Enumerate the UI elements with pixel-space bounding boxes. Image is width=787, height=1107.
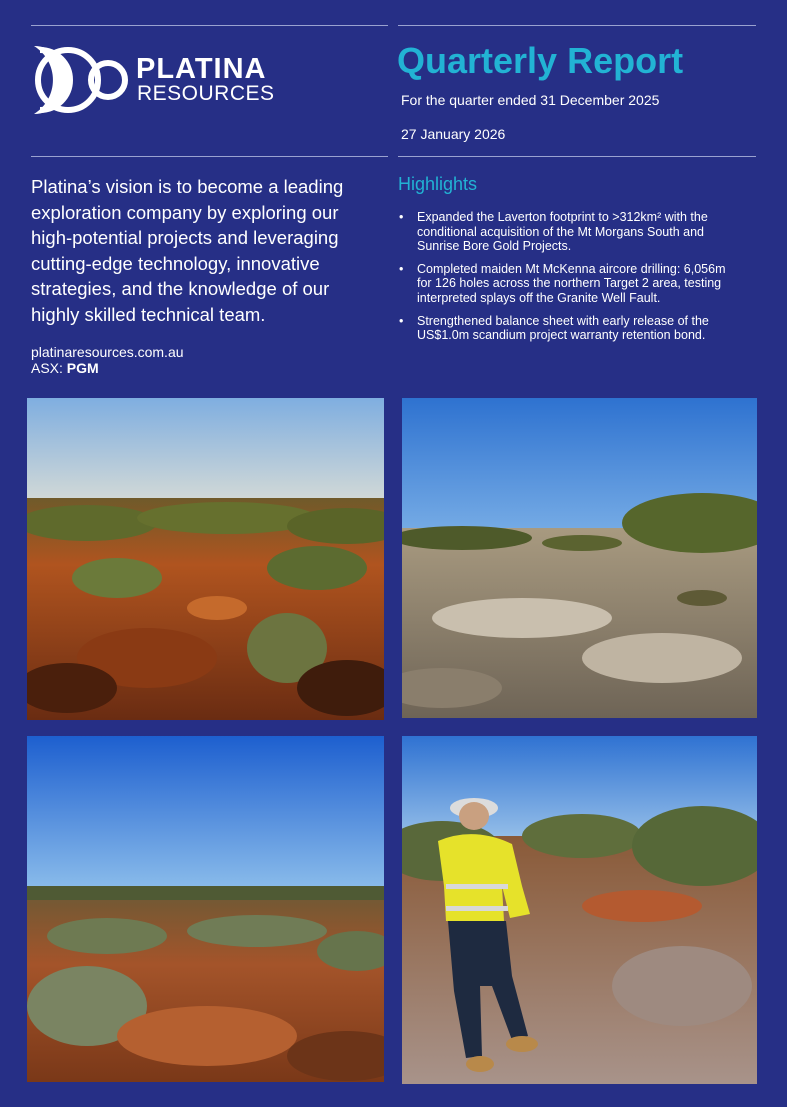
website-link[interactable]: platinaresources.com.au bbox=[31, 344, 184, 360]
bullet-icon: • bbox=[399, 313, 404, 328]
highlight-text: Expanded the Laverton footprint to >312km² with the conditional acquisition of the Mt Morgans South and Sunrise Bore Gold Projects. bbox=[417, 210, 708, 254]
highlight-item bbox=[398, 314, 743, 343]
mid-rule-right bbox=[398, 156, 756, 157]
logo-mark-icon bbox=[30, 44, 140, 116]
photo-red-scrubland bbox=[27, 398, 384, 720]
bullet-icon: • bbox=[399, 261, 404, 276]
vision-statement: Platina’s vision is to become a leading exploration company by exploring our high-potential projects and leveraging cutting-edge technology, innovative strategies, and the knowledge of our highly skilled technical team. bbox=[31, 176, 344, 325]
report-date: 27 January 2026 bbox=[401, 126, 506, 142]
highlights-list bbox=[398, 210, 743, 351]
report-title: Quarterly Report bbox=[397, 40, 684, 81]
highlight-text: Strengthened balance sheet with early release of the US$1.0m scandium project warranty retention bond. bbox=[417, 313, 709, 343]
asx-ticker: PGM bbox=[66, 360, 99, 376]
photo-gravel-plain bbox=[402, 398, 757, 718]
highlight-text: Completed maiden Mt McKenna aircore drilling: 6,056m for 126 holes across the northern Target 2 area, testing interpreted splays off the Granite Well Fault. bbox=[417, 261, 726, 305]
brand-name: PLATINA bbox=[136, 53, 267, 85]
header-rule-left bbox=[31, 25, 388, 26]
photo-blue-sky-scrub bbox=[27, 736, 384, 1082]
highlight-item bbox=[398, 210, 743, 254]
brand-sub: RESOURCES bbox=[137, 82, 275, 105]
bullet-icon: • bbox=[399, 210, 404, 224]
highlights-title: Highlights bbox=[398, 174, 478, 194]
mid-rule-left bbox=[31, 156, 388, 157]
highlight-item bbox=[398, 262, 743, 306]
header-rule-right bbox=[398, 25, 756, 26]
quarter-ended: For the quarter ended 31 December 2025 bbox=[401, 92, 660, 108]
photo-field-worker bbox=[402, 736, 757, 1084]
asx-label: ASX: bbox=[31, 360, 63, 376]
asx-code bbox=[31, 360, 99, 376]
